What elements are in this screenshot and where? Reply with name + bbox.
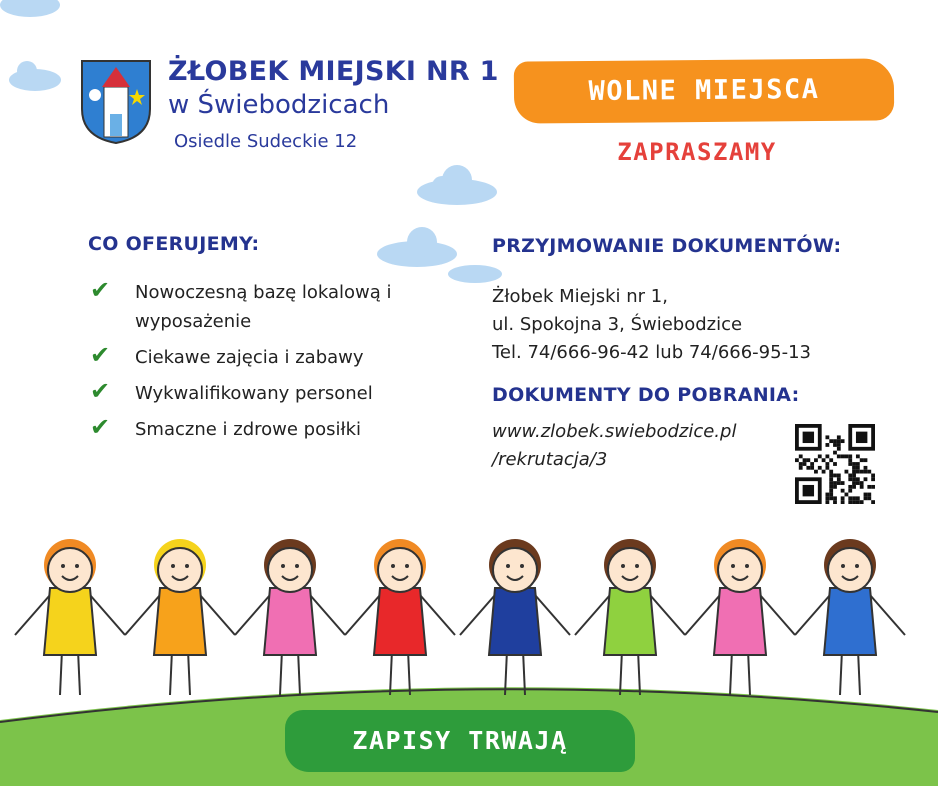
documents-heading: PRZYJMOWANIE DOKUMENTÓW: <box>492 235 842 257</box>
check-icon: ✔ <box>90 276 111 304</box>
nursery-title: ŻŁOBEK MIEJSKI NR 1 <box>168 56 499 87</box>
child-figure <box>685 539 795 695</box>
documents-phone: Tel. 74/666-96-42 lub 74/666-95-13 <box>492 342 811 363</box>
child-figure <box>125 539 235 695</box>
download-url[interactable]: www.zlobek.swiebodzice.pl <box>492 421 737 442</box>
free-places-text: WOLNE MIEJSCA <box>588 73 820 108</box>
download-heading: DOKUMENTY DO POBRANIA: <box>492 384 800 406</box>
offer-item <box>88 343 448 372</box>
child-figure <box>15 539 125 695</box>
download-url-path[interactable]: /rekrutacja/3 <box>492 449 608 470</box>
nursery-address: Osiedle Sudeckie 12 <box>174 131 358 152</box>
check-icon: ✔ <box>90 341 111 369</box>
cloud-icon <box>0 0 65 20</box>
offer-heading: CO OFERUJEMY: <box>88 233 260 255</box>
child-figure <box>460 539 570 695</box>
offer-item-text: Wykwalifikowany personel <box>135 383 373 404</box>
child-figure <box>795 539 905 695</box>
offer-list <box>88 278 448 451</box>
offer-item-text: Ciekawe zajęcia i zabawy <box>135 347 364 368</box>
free-places-banner <box>514 58 895 123</box>
check-icon: ✔ <box>90 377 111 405</box>
check-icon: ✔ <box>90 413 111 441</box>
offer-item-text: Smaczne i zdrowe posiłki <box>135 419 362 440</box>
offer-item-text: wyposażenie <box>135 311 252 332</box>
cloud-icon <box>412 160 502 210</box>
child-figure <box>575 539 685 695</box>
nursery-city: w Świebodzicach <box>168 90 390 120</box>
offer-item <box>88 379 448 408</box>
enrollment-text: ZAPISY TRWAJĄ <box>352 726 568 755</box>
invite-text: ZAPRASZAMY <box>617 138 777 166</box>
documents-address <box>492 283 811 367</box>
offer-item-text: Nowoczesną bazę lokalową i <box>135 282 392 303</box>
documents-line: ul. Spokojna 3, Świebodzice <box>492 314 743 335</box>
documents-line: Żłobek Miejski nr 1, <box>492 286 668 307</box>
enrollment-banner <box>285 710 635 772</box>
cloud-icon <box>5 55 65 95</box>
child-figure <box>235 539 345 695</box>
coat-of-arms-logo <box>80 59 152 145</box>
download-link[interactable] <box>492 418 736 474</box>
offer-item <box>88 415 448 444</box>
child-figure <box>345 539 455 695</box>
offer-item <box>88 278 448 336</box>
